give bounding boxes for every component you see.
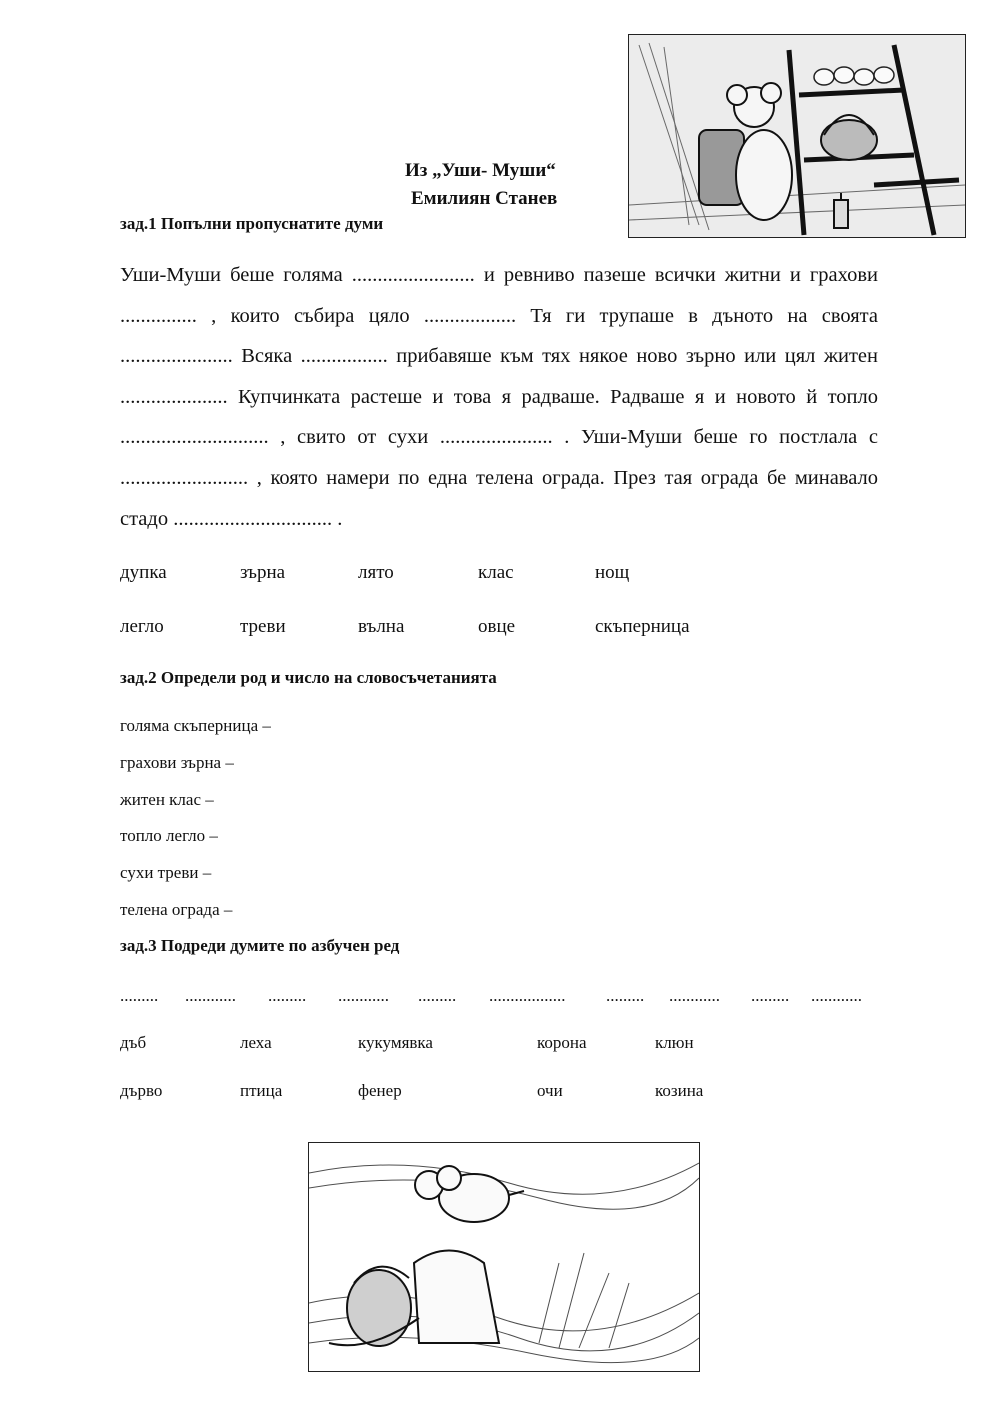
sort-word: козина xyxy=(655,1081,704,1100)
phrase-item: житен клас – xyxy=(120,790,214,809)
answer-blank[interactable]: ............ xyxy=(811,986,862,1005)
mouse-running-illustration xyxy=(308,1142,700,1372)
answer-blank[interactable]: ......... xyxy=(268,986,307,1005)
word-bank-item: овце xyxy=(478,616,516,637)
phrase-item: телена ограда – xyxy=(120,900,233,919)
phrase-item: грахови зърна – xyxy=(120,753,234,772)
answer-blank[interactable]: ......... xyxy=(606,986,645,1005)
task3-heading: зад.3 Подреди думите по азбучен ред xyxy=(120,936,400,955)
sort-word: клюн xyxy=(655,1033,694,1052)
answer-blank[interactable]: ............ xyxy=(669,986,720,1005)
phrase-item: сухи треви – xyxy=(120,863,212,882)
word-bank-item: нощ xyxy=(595,562,630,583)
answer-blank[interactable]: .................. xyxy=(489,986,566,1005)
phrase-item: топло легло – xyxy=(120,826,218,845)
word-bank-item: треви xyxy=(240,616,286,637)
word-bank-item: зърна xyxy=(240,562,286,583)
word-bank-item: клас xyxy=(478,562,514,583)
sort-word: корона xyxy=(537,1033,587,1052)
story-title: Из „Уши- Муши“ xyxy=(405,160,556,181)
answer-blank[interactable]: ......... xyxy=(751,986,790,1005)
answer-blank[interactable]: ......... xyxy=(120,986,159,1005)
mouse-pantry-drawing xyxy=(629,35,965,237)
sort-word: фенер xyxy=(358,1081,402,1100)
word-bank-item: дупка xyxy=(120,562,167,583)
answer-blank[interactable]: ............ xyxy=(185,986,236,1005)
task2-heading: зад.2 Определи род и число на словосъчетанията xyxy=(120,668,497,687)
answer-blank[interactable]: ......... xyxy=(418,986,457,1005)
word-bank-item: скъперница xyxy=(595,616,690,637)
word-bank-item: легло xyxy=(120,616,164,637)
phrase-item: голяма скъперница – xyxy=(120,716,271,735)
story-author: Емилиян Станев xyxy=(411,188,558,209)
sort-word: дърво xyxy=(120,1081,163,1100)
sort-word: очи xyxy=(537,1081,563,1100)
task1-heading: зад.1 Попълни пропуснатите думи xyxy=(120,214,384,233)
sort-word: дъб xyxy=(120,1033,147,1052)
sort-word: леха xyxy=(240,1033,272,1052)
mouse-pantry-illustration xyxy=(628,34,966,238)
word-bank-item: вълна xyxy=(358,616,405,637)
mouse-running-drawing xyxy=(309,1143,699,1371)
sort-word: кукумявка xyxy=(358,1033,433,1052)
word-bank-item: лято xyxy=(358,562,394,583)
sort-word: птица xyxy=(240,1081,283,1100)
task1-paragraph: Уши-Муши беше голяма ........................ и ревниво пазеше всички житни и грахови ............... , които събира цяло .................. Тя ги трупаше в дъното на своята ...................... Всяка ................. прибавяше към тях някое ново зърно или цял житен ..................... Купчинката растеше и това я радваше. Радваше я и новото й топло ............................. , свито от сухи ...................... . Уши-Муши беше го постлала с ......................... , която намери по една телена ограда. През тая ограда бе минавало стадо ............................... . xyxy=(120,264,878,530)
answer-blank[interactable]: ............ xyxy=(338,986,389,1005)
